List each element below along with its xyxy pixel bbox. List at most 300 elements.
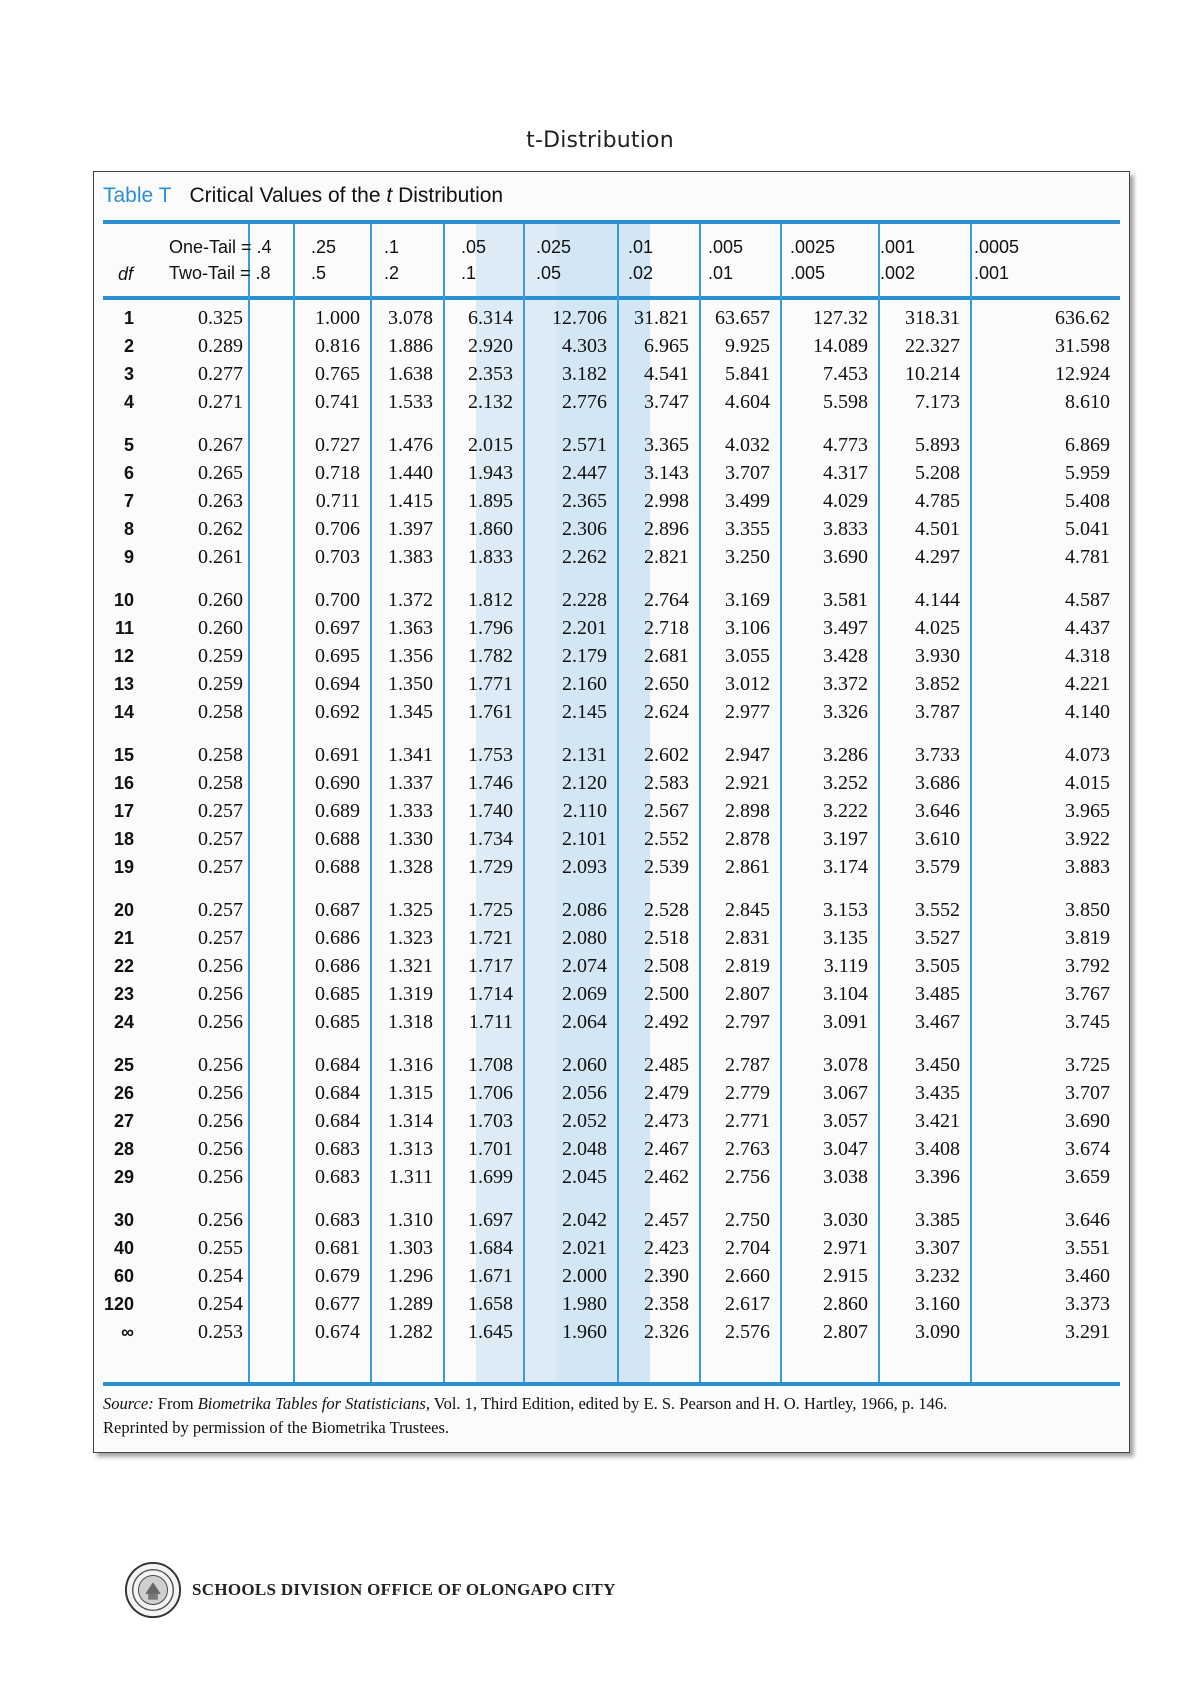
critical-value-cell: 1.697	[468, 1208, 513, 1231]
critical-value-cell: 0.259	[198, 672, 243, 695]
critical-value-cell: 3.527	[915, 926, 960, 949]
table-row	[103, 388, 1120, 416]
critical-value-cell: 2.021	[562, 1236, 607, 1259]
critical-value-cell: 0.277	[198, 362, 243, 385]
one-tail-value: .001	[880, 237, 916, 257]
critical-value-cell: 2.048	[562, 1137, 607, 1160]
critical-value-cell: 2.457	[644, 1208, 689, 1231]
tails-header	[169, 234, 272, 286]
critical-value-cell: 2.473	[644, 1109, 689, 1132]
critical-value-cell: 2.479	[644, 1081, 689, 1104]
critical-value-cell: 1.363	[388, 616, 433, 639]
school-seal-icon	[124, 1561, 182, 1619]
critical-value-cell: 1.734	[468, 827, 513, 850]
critical-value-cell: 1.440	[388, 461, 433, 484]
critical-value-cell: 1.980	[562, 1292, 607, 1315]
critical-value-cell: 31.821	[634, 306, 689, 329]
critical-value-cell: 0.741	[315, 390, 360, 413]
critical-value-cell: 2.447	[562, 461, 607, 484]
critical-value-cell: 1.725	[468, 898, 513, 921]
critical-value-cell: 2.998	[644, 489, 689, 512]
table-row	[103, 1206, 1120, 1234]
critical-value-cell: 3.396	[915, 1165, 960, 1188]
critical-value-cell: 0.256	[198, 1109, 243, 1132]
critical-value-cell: 1.476	[388, 433, 433, 456]
critical-value-cell: 31.598	[1055, 334, 1110, 357]
table-row	[103, 924, 1120, 952]
critical-value-cell: 4.604	[725, 390, 770, 413]
critical-value-cell: 2.086	[562, 898, 607, 921]
critical-value-cell: 0.256	[198, 954, 243, 977]
critical-value-cell: 5.208	[915, 461, 960, 484]
one-tail-value: .25	[311, 237, 337, 257]
critical-value-cell: 4.032	[725, 433, 770, 456]
top-rule	[103, 220, 1120, 224]
critical-value-cell: 0.688	[315, 827, 360, 850]
critical-value-cell: 4.437	[1065, 616, 1110, 639]
critical-value-cell: 0.765	[315, 362, 360, 385]
one-tail-label: One-Tail = .4	[169, 237, 272, 257]
critical-value-cell: 2.552	[644, 827, 689, 850]
critical-value-cell: 4.587	[1065, 588, 1110, 611]
critical-value-cell: 2.845	[725, 898, 770, 921]
df-cell: 27	[113, 1110, 134, 1131]
critical-value-cell: 1.328	[388, 855, 433, 878]
critical-value-cell: 2.750	[725, 1208, 770, 1231]
critical-value-cell: 2.660	[725, 1264, 770, 1287]
critical-value-cell: 3.686	[915, 771, 960, 794]
df-cell: 15	[113, 744, 134, 765]
critical-value-cell: 3.792	[1065, 954, 1110, 977]
critical-value-cell: 6.869	[1065, 433, 1110, 456]
critical-value-cell: 3.030	[823, 1208, 868, 1231]
critical-value-cell: 4.773	[823, 433, 868, 456]
one-tail-value: .0025	[790, 237, 836, 257]
critical-value-cell: 4.015	[1065, 771, 1110, 794]
df-cell: 25	[113, 1054, 134, 1075]
critical-value-cell: 0.253	[198, 1320, 243, 1343]
critical-value-cell: 0.257	[198, 855, 243, 878]
critical-value-cell: 3.197	[823, 827, 868, 850]
critical-value-cell: 1.313	[388, 1137, 433, 1160]
df-cell: 13	[113, 673, 134, 694]
df-cell: 4	[123, 391, 134, 412]
critical-value-cell: 2.898	[725, 799, 770, 822]
critical-value-cell: 3.551	[1065, 1236, 1110, 1259]
critical-value-cell: 0.267	[198, 433, 243, 456]
critical-value-cell: 3.690	[823, 545, 868, 568]
critical-value-cell: 1.645	[468, 1320, 513, 1343]
critical-value-cell: 2.831	[725, 926, 770, 949]
table-row	[103, 1008, 1120, 1036]
footer	[124, 1560, 616, 1620]
critical-value-cell: 3.435	[915, 1081, 960, 1104]
group-spacer-cell	[103, 571, 1120, 586]
critical-value-cell: 3.104	[823, 982, 868, 1005]
critical-value-cell: 1.318	[388, 1010, 433, 1033]
critical-value-cell: 3.450	[915, 1053, 960, 1076]
df-header: df	[118, 264, 134, 284]
table-row	[103, 1290, 1120, 1318]
critical-value-cell: 3.745	[1065, 1010, 1110, 1033]
source-text-2: Vol. 1, Third Edition, edited by E. S. Pearson and H. O. Hartley, 1966, p. 146.	[433, 1394, 948, 1413]
critical-value-cell: 0.257	[198, 827, 243, 850]
critical-value-cell: 3.232	[915, 1264, 960, 1287]
header-rule	[103, 296, 1120, 300]
critical-value-cell: 1.372	[388, 588, 433, 611]
two-tail-value: .5	[311, 263, 327, 283]
df-cell: 8	[123, 518, 134, 539]
critical-value-cell: 2.093	[562, 855, 607, 878]
source-text-1: From	[157, 1394, 194, 1413]
table-row	[103, 698, 1120, 726]
critical-value-cell: 5.598	[823, 390, 868, 413]
critical-value-cell: 2.896	[644, 517, 689, 540]
critical-value-cell: 0.727	[315, 433, 360, 456]
critical-value-cell: 14.089	[813, 334, 868, 357]
df-cell: 2	[123, 335, 134, 356]
critical-value-cell: 1.711	[468, 1010, 513, 1033]
df-cell: 12	[113, 645, 134, 666]
one-tail-value: .05	[461, 237, 487, 257]
critical-value-cell: 2.878	[725, 827, 770, 850]
critical-value-cell: 3.106	[725, 616, 770, 639]
critical-value-cell: 0.683	[315, 1165, 360, 1188]
critical-value-cell: 0.686	[315, 954, 360, 977]
critical-value-cell: 0.683	[315, 1208, 360, 1231]
critical-value-cell: 1.296	[388, 1264, 433, 1287]
column-header	[384, 234, 399, 286]
critical-value-cell: 2.390	[644, 1264, 689, 1287]
df-cell: 18	[113, 828, 134, 849]
table-row	[103, 642, 1120, 670]
footer-office-name: SCHOOLS DIVISION OFFICE OF OLONGAPO CITY	[192, 1580, 616, 1599]
critical-value-cell: 1.886	[388, 334, 433, 357]
page-title: t-Distribution	[526, 128, 674, 153]
critical-value-cell: 2.000	[562, 1264, 607, 1287]
critical-value-cell: 1.315	[388, 1081, 433, 1104]
critical-value-cell: 0.258	[198, 700, 243, 723]
critical-value-cell: 3.467	[915, 1010, 960, 1033]
column-header	[311, 234, 336, 286]
table-caption	[103, 184, 503, 208]
critical-value-cell: 3.767	[1065, 982, 1110, 1005]
critical-value-cell: 3.428	[823, 644, 868, 667]
critical-value-cell: 0.684	[315, 1081, 360, 1104]
critical-value-cell: 0.260	[198, 616, 243, 639]
group-spacer-cell	[103, 1036, 1120, 1051]
two-tail-value: .02	[628, 263, 654, 283]
critical-value-cell: 3.497	[823, 616, 868, 639]
critical-value-cell: 4.140	[1065, 700, 1110, 723]
critical-value-cell: 3.421	[915, 1109, 960, 1132]
critical-value-cell: 3.674	[1065, 1137, 1110, 1160]
critical-value-cell: 0.694	[315, 672, 360, 695]
critical-value-cell: 3.038	[823, 1165, 868, 1188]
caption-prefix: Critical Values of the	[189, 184, 381, 207]
critical-value-cell: 2.920	[468, 334, 513, 357]
source-line-2: Reprinted by permission of the Biometrika Trustees.	[103, 1418, 450, 1437]
critical-value-cell: 1.319	[388, 982, 433, 1005]
critical-value-cell: 3.169	[725, 588, 770, 611]
source-line-1	[103, 1392, 1120, 1416]
critical-value-cell: 3.733	[915, 743, 960, 766]
critical-value-cell: 3.153	[823, 898, 868, 921]
critical-value-cell: 2.060	[562, 1053, 607, 1076]
critical-value-cell: 2.921	[725, 771, 770, 794]
critical-value-cell: 1.761	[468, 700, 513, 723]
critical-value-cell: 3.659	[1065, 1165, 1110, 1188]
critical-value-cell: 1.383	[388, 545, 433, 568]
critical-value-cell: 0.259	[198, 644, 243, 667]
critical-value-cell: 2.160	[562, 672, 607, 695]
critical-value-cell: 1.325	[388, 898, 433, 921]
critical-value-cell: 3.646	[915, 799, 960, 822]
critical-value-cell: 3.143	[644, 461, 689, 484]
critical-value-cell: 4.221	[1065, 672, 1110, 695]
critical-value-cell: 2.500	[644, 982, 689, 1005]
critical-value-cell: 1.833	[468, 545, 513, 568]
critical-value-cell: 0.718	[315, 461, 360, 484]
critical-value-cell: 0.263	[198, 489, 243, 512]
source-label: Source:	[103, 1394, 154, 1413]
table-row	[103, 431, 1120, 459]
critical-value-cell: 3.499	[725, 489, 770, 512]
group-spacer	[103, 726, 1120, 741]
critical-value-cell: 3.078	[388, 306, 433, 329]
critical-value-cell: 1.706	[468, 1081, 513, 1104]
critical-value-cell: 2.052	[562, 1109, 607, 1132]
critical-value-cell: 2.015	[468, 433, 513, 456]
critical-value-cell: 3.707	[1065, 1081, 1110, 1104]
critical-value-cell: 1.333	[388, 799, 433, 822]
one-tail-value: .005	[708, 237, 744, 257]
table-row	[103, 543, 1120, 571]
critical-value-cell: 3.852	[915, 672, 960, 695]
critical-value-cell: 1.533	[388, 390, 433, 413]
column-header	[628, 234, 653, 286]
critical-value-cell: 2.518	[644, 926, 689, 949]
critical-value-cell: 3.365	[644, 433, 689, 456]
critical-value-cell: 2.971	[823, 1236, 868, 1259]
critical-value-cell: 3.307	[915, 1236, 960, 1259]
table-row	[103, 769, 1120, 797]
critical-value-cell: 2.423	[644, 1236, 689, 1259]
critical-value-cell: 3.182	[562, 362, 607, 385]
one-tail-value: .0005	[974, 237, 1020, 257]
df-cell: 14	[113, 701, 134, 722]
critical-value-cell: 1.345	[388, 700, 433, 723]
critical-value-cell: 3.012	[725, 672, 770, 695]
critical-value-cell: 3.930	[915, 644, 960, 667]
critical-value-cell: 9.925	[725, 334, 770, 357]
critical-value-cell: 2.074	[562, 954, 607, 977]
critical-value-cell: 0.674	[315, 1320, 360, 1343]
critical-value-cell: 0.325	[198, 306, 243, 329]
critical-value-cell: 1.314	[388, 1109, 433, 1132]
critical-value-cell: 0.256	[198, 1010, 243, 1033]
critical-value-cell: 0.706	[315, 517, 360, 540]
critical-value-cell: 0.689	[315, 799, 360, 822]
critical-value-cell: 0.256	[198, 1137, 243, 1160]
caption-t: t	[386, 184, 393, 207]
df-cell: 7	[123, 490, 134, 511]
critical-value-cell: 3.690	[1065, 1109, 1110, 1132]
critical-value-cell: 1.337	[388, 771, 433, 794]
critical-value-cell: 1.282	[388, 1320, 433, 1343]
critical-value-cell: 0.711	[315, 489, 360, 512]
critical-value-cell: 0.687	[315, 898, 360, 921]
critical-value-cell: 3.055	[725, 644, 770, 667]
table-row	[103, 853, 1120, 881]
critical-value-cell: 3.091	[823, 1010, 868, 1033]
critical-value-cell: 2.860	[823, 1292, 868, 1315]
critical-value-cell: 2.861	[725, 855, 770, 878]
group-spacer	[103, 1191, 1120, 1206]
critical-value-cell: 2.228	[562, 588, 607, 611]
two-tail-value: .001	[974, 263, 1010, 283]
critical-value-cell: 0.261	[198, 545, 243, 568]
critical-value-cell: 0.681	[315, 1236, 360, 1259]
critical-value-cell: 3.922	[1065, 827, 1110, 850]
df-cell: 20	[113, 899, 134, 920]
critical-value-cell: 3.286	[823, 743, 868, 766]
critical-value-cell: 1.341	[388, 743, 433, 766]
critical-value-cell: 0.260	[198, 588, 243, 611]
critical-value-cell: 0.254	[198, 1264, 243, 1287]
critical-value-cell: 3.833	[823, 517, 868, 540]
df-cell: 28	[113, 1138, 134, 1159]
critical-value-cell: 2.201	[562, 616, 607, 639]
critical-value-cell: 1.316	[388, 1053, 433, 1076]
one-tail-value: .01	[628, 237, 654, 257]
two-tail-value: .2	[384, 263, 400, 283]
group-spacer	[103, 881, 1120, 896]
critical-value-cell: 2.492	[644, 1010, 689, 1033]
critical-value-cell: 2.583	[644, 771, 689, 794]
critical-value-cell: 0.683	[315, 1137, 360, 1160]
table-row	[103, 1163, 1120, 1191]
critical-value-cell: 3.965	[1065, 799, 1110, 822]
critical-value-cell: 1.330	[388, 827, 433, 850]
critical-value-cell: 3.646	[1065, 1208, 1110, 1231]
critical-value-cell: 2.756	[725, 1165, 770, 1188]
critical-value-cell: 1.721	[468, 926, 513, 949]
critical-value-cell: 0.289	[198, 334, 243, 357]
critical-value-cell: 1.321	[388, 954, 433, 977]
critical-value-cell: 1.746	[468, 771, 513, 794]
two-tail-value: .05	[536, 263, 562, 283]
critical-value-cell: 2.353	[468, 362, 513, 385]
critical-value-cell: 5.959	[1065, 461, 1110, 484]
column-header	[880, 234, 915, 286]
critical-value-cell: 4.501	[915, 517, 960, 540]
critical-value-cell: 636.62	[1055, 306, 1110, 329]
df-cell: 3	[123, 363, 134, 384]
critical-value-cell: 12.924	[1055, 362, 1110, 385]
critical-value-cell: 2.681	[644, 644, 689, 667]
critical-value-cell: 2.508	[644, 954, 689, 977]
df-cell: 6	[123, 462, 134, 483]
table-row	[103, 360, 1120, 388]
critical-value-cell: 2.576	[725, 1320, 770, 1343]
critical-value-cell: 2.326	[644, 1320, 689, 1343]
critical-value-cell: 1.671	[468, 1264, 513, 1287]
critical-value-cell: 3.067	[823, 1081, 868, 1104]
critical-value-cell: 1.701	[468, 1137, 513, 1160]
critical-value-cell: 3.850	[1065, 898, 1110, 921]
critical-value-cell: 1.796	[468, 616, 513, 639]
critical-value-cell: 2.821	[644, 545, 689, 568]
critical-value-cell: 3.552	[915, 898, 960, 921]
table-row	[103, 304, 1120, 332]
t-table-frame	[93, 171, 1130, 1453]
table-label: Table T	[103, 184, 172, 207]
source-title: Biometrika Tables for Statisticians,	[197, 1394, 430, 1413]
critical-value-cell: 2.779	[725, 1081, 770, 1104]
critical-value-cell: 2.776	[562, 390, 607, 413]
critical-value-cell: 2.467	[644, 1137, 689, 1160]
df-cell: 1	[123, 307, 134, 328]
critical-value-cell: 2.819	[725, 954, 770, 977]
critical-value-cell: 2.704	[725, 1236, 770, 1259]
df-cell: 19	[113, 856, 134, 877]
table-row	[103, 614, 1120, 642]
critical-value-cell: 0.685	[315, 982, 360, 1005]
critical-value-cell: 0.255	[198, 1236, 243, 1259]
critical-value-cell: 8.610	[1065, 390, 1110, 413]
critical-value-cell: 1.684	[468, 1236, 513, 1259]
critical-value-cell: 3.725	[1065, 1053, 1110, 1076]
table-row	[103, 825, 1120, 853]
df-cell: 5	[123, 434, 134, 455]
critical-value-cell: 4.318	[1065, 644, 1110, 667]
critical-value-cell: 0.679	[315, 1264, 360, 1287]
critical-value-cell: 2.763	[725, 1137, 770, 1160]
critical-value-cell: 2.528	[644, 898, 689, 921]
critical-value-cell: 1.895	[468, 489, 513, 512]
critical-value-cell: 3.119	[823, 954, 868, 977]
critical-value-cell: 3.222	[823, 799, 868, 822]
critical-value-cell: 2.771	[725, 1109, 770, 1132]
column-header	[536, 234, 571, 286]
critical-value-cell: 3.787	[915, 700, 960, 723]
df-cell: 26	[113, 1082, 134, 1103]
critical-value-cell: 3.610	[915, 827, 960, 850]
critical-value-cell: 2.462	[644, 1165, 689, 1188]
critical-value-cell: 2.365	[562, 489, 607, 512]
critical-value-cell: 1.729	[468, 855, 513, 878]
critical-value-cell: 0.257	[198, 926, 243, 949]
critical-value-cell: 0.256	[198, 1081, 243, 1104]
df-cell: 22	[113, 955, 134, 976]
critical-value-cell: 5.841	[725, 362, 770, 385]
critical-value-cell: 0.254	[198, 1292, 243, 1315]
one-tail-value: .025	[536, 237, 572, 257]
critical-value-cell: 0.703	[315, 545, 360, 568]
critical-value-cell: 6.314	[468, 306, 513, 329]
critical-value-cell: 10.214	[905, 362, 960, 385]
critical-value-cell: 2.539	[644, 855, 689, 878]
critical-value-cell: 1.960	[562, 1320, 607, 1343]
critical-value-cell: 2.262	[562, 545, 607, 568]
critical-value-cell: 1.658	[468, 1292, 513, 1315]
critical-value-cell: 2.042	[562, 1208, 607, 1231]
critical-value-cell: 3.355	[725, 517, 770, 540]
two-tail-value: .01	[708, 263, 734, 283]
group-spacer-cell	[103, 881, 1120, 896]
critical-value-cell: 63.657	[715, 306, 770, 329]
